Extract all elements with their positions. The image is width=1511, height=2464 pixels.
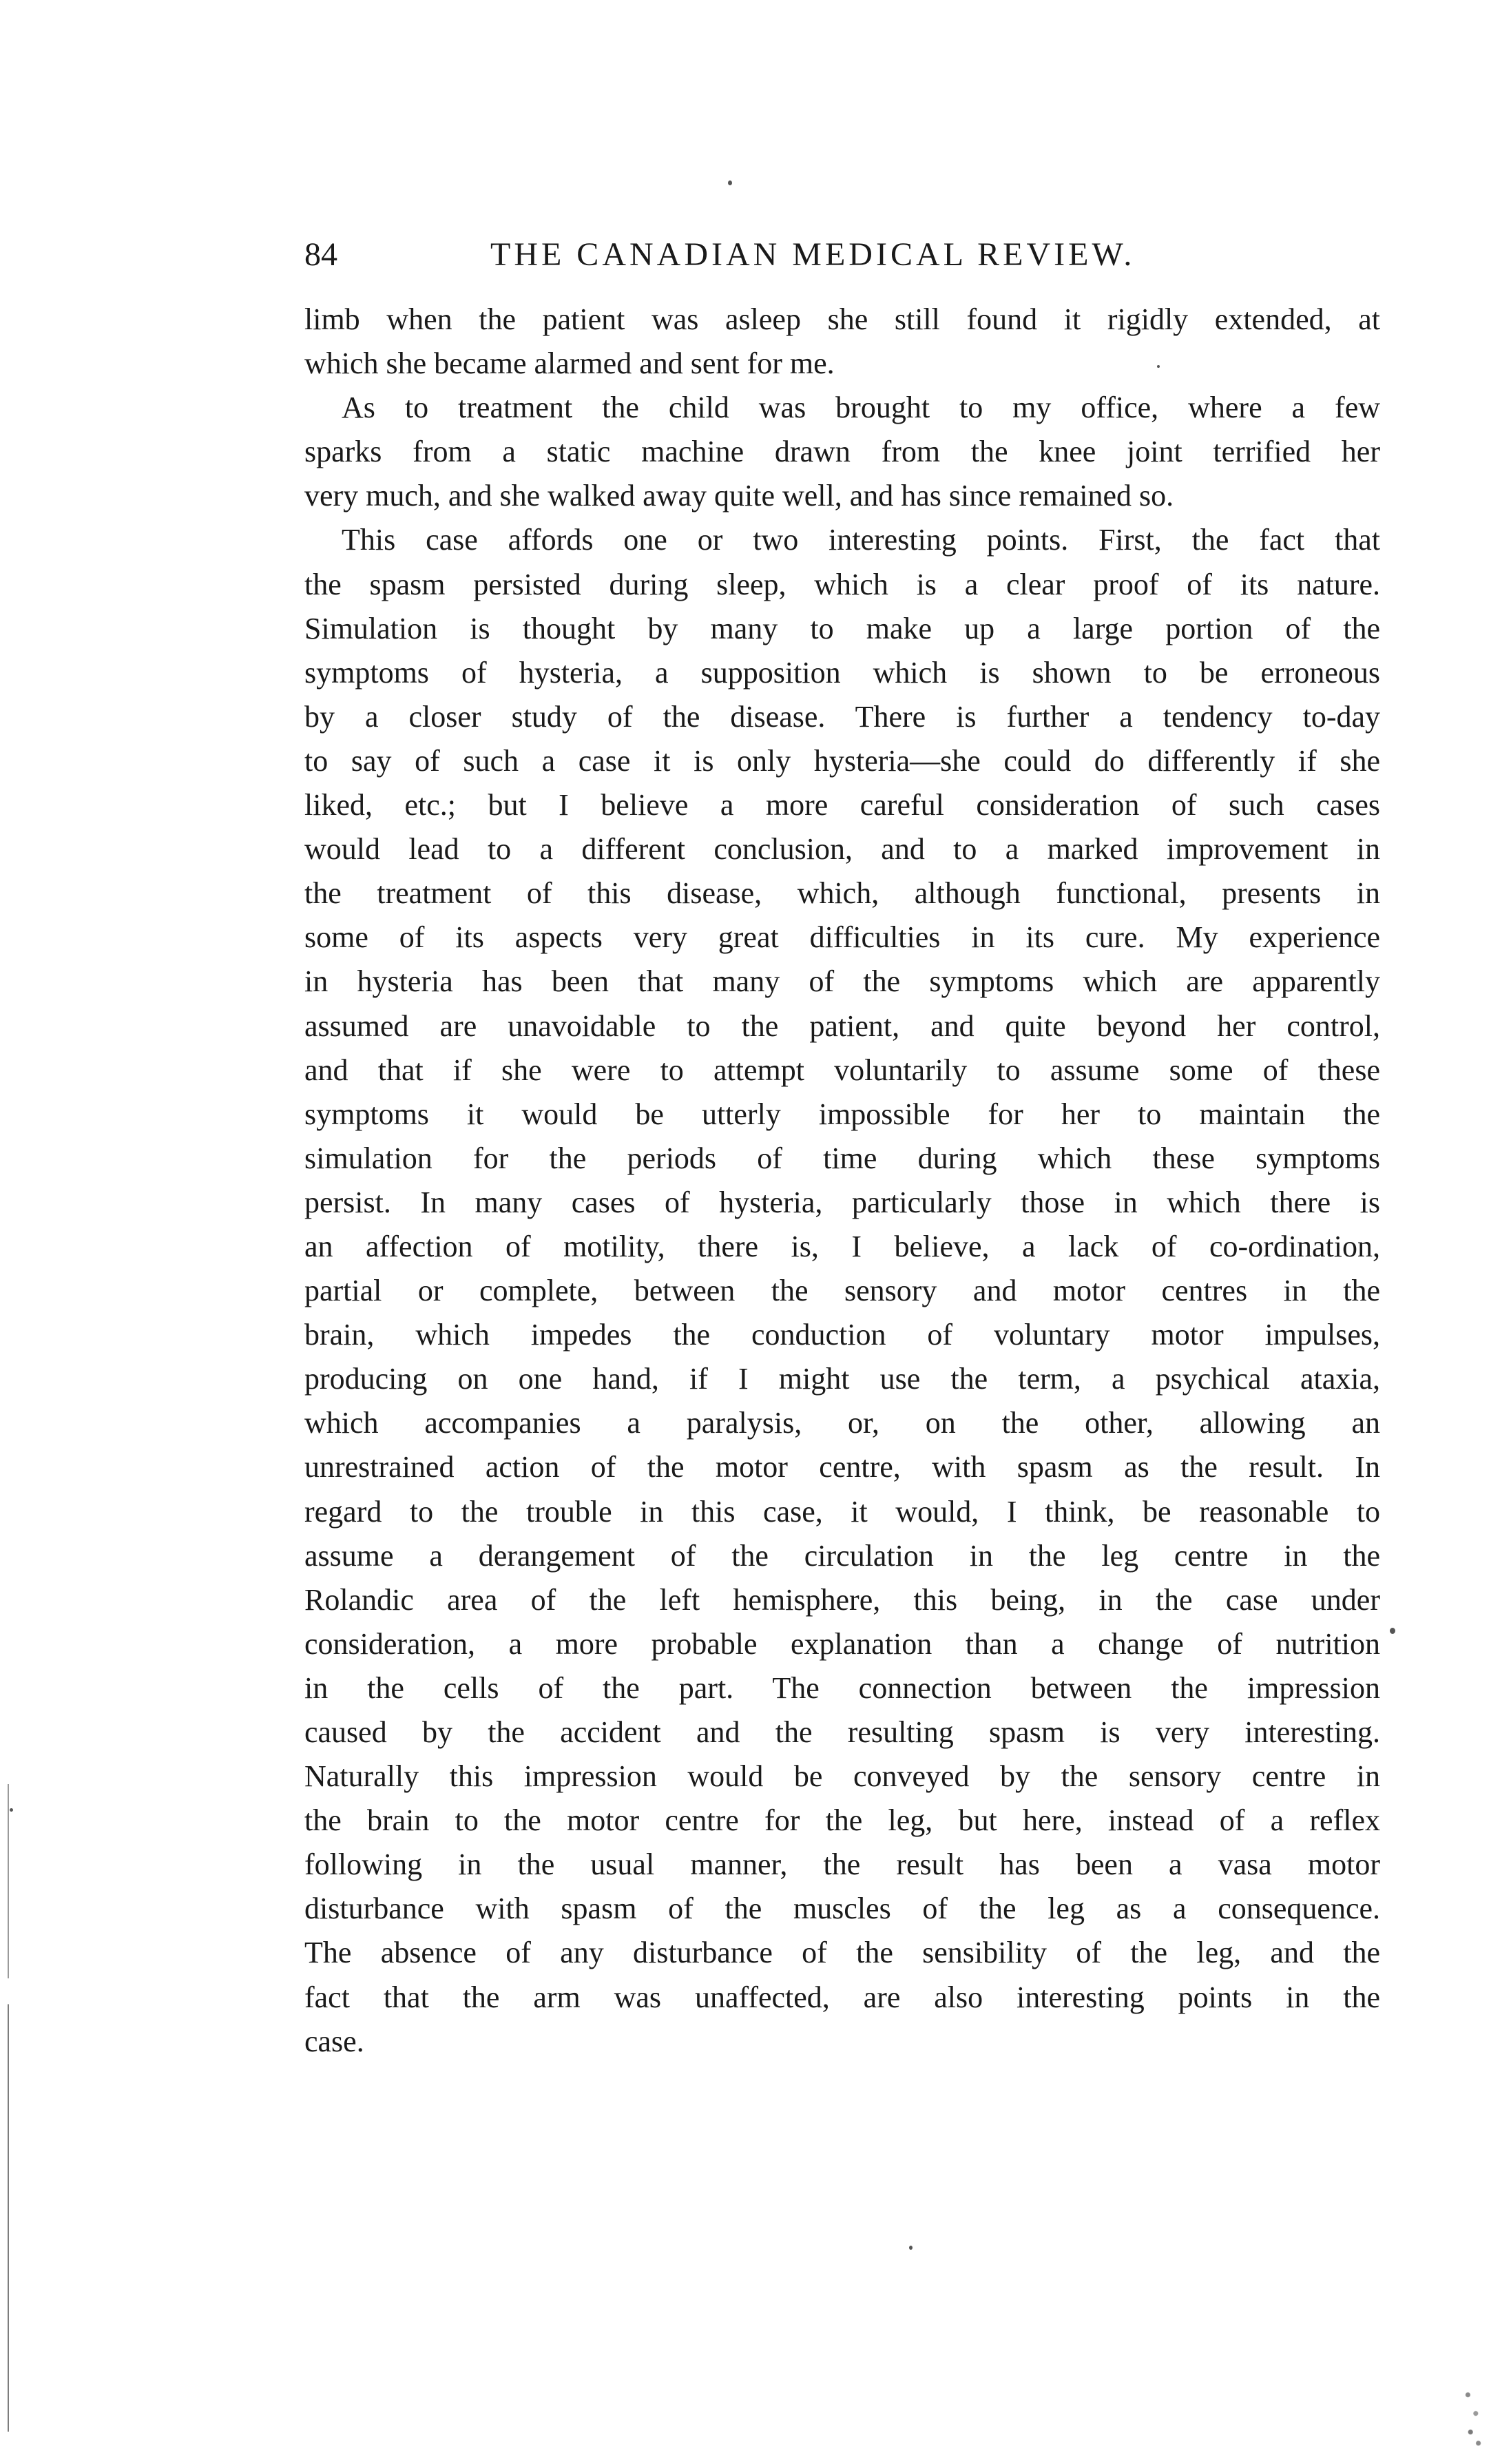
text-line: following in the usual manner, the result has been a vasa motor <box>304 1847 1380 1882</box>
text-line: some of its aspects very great difficulties in its cure. My experience <box>304 920 1380 955</box>
text-line: in the cells of the part. The connection between the impression <box>304 1670 1380 1705</box>
text-line: limb when the patient was asleep she still found it rigidly extended, at <box>304 302 1380 336</box>
text-line: persist. In many cases of hysteria, particularly those in which there is <box>304 1185 1380 1219</box>
text-line: As to treatment the child was brought to my office, where a few <box>342 391 1380 425</box>
running-head <box>304 227 1386 282</box>
text-line: brain, which impedes the conduction of voluntary motor impulses, <box>304 1318 1380 1352</box>
text-line: very much, and she walked away quite well, and has since remained so. <box>304 479 1174 513</box>
text-line: unrestrained action of the motor centre, with spasm as the result. In <box>304 1450 1380 1484</box>
text-line: to say of such a case it is only hysteria—she could do differently if she <box>304 743 1380 778</box>
text-line: which accompanies a paralysis, or, on the other, allowing an <box>304 1406 1380 1440</box>
text-line: simulation for the periods of time during which these symptoms <box>304 1141 1380 1175</box>
text-line: by a closer study of the disease. There is further a tendency to-day <box>304 699 1380 734</box>
text-line: fact that the arm was unaffected, are also interesting points in the <box>304 1980 1380 2014</box>
scan-speck <box>728 180 732 185</box>
scan-speck <box>1390 1628 1395 1634</box>
text-line: the treatment of this disease, which, although functional, presents in <box>304 876 1380 911</box>
text-line: Simulation is thought by many to make up a large portion of the <box>304 611 1380 645</box>
text-line: which she became alarmed and sent for me. <box>304 346 835 381</box>
text-line: regard to the trouble in this case, it would, I think, be reasonable to <box>304 1494 1380 1529</box>
text-line: in hysteria has been that many of the symptoms which are apparently <box>304 964 1380 999</box>
text-line: producing on one hand, if I might use the term, a psychical ataxia, <box>304 1362 1380 1396</box>
paragraph-discussion <box>304 518 1380 2063</box>
text-line: the brain to the motor centre for the leg, but here, instead of a reflex <box>304 1803 1380 1838</box>
scan-speck <box>1157 365 1160 368</box>
text-line: sparks from a static machine drawn from the knee joint terrified her <box>304 435 1380 469</box>
page-number: 84 <box>304 236 337 273</box>
text-line: would lead to a different conclusion, and to a marked improvement in <box>304 832 1380 867</box>
scan-corner-smudge <box>1460 2380 1486 2454</box>
text-line: caused by the accident and the resulting spasm is very interesting. <box>304 1715 1380 1749</box>
text-line: symptoms of hysteria, a supposition which is shown to be erroneous <box>304 655 1380 690</box>
scan-speck <box>909 2246 913 2250</box>
scan-speck <box>10 1808 13 1812</box>
text-line: assume a derangement of the circulation in the leg centre in the <box>304 1538 1380 1573</box>
text-line: the spasm persisted during sleep, which is a clear proof of its nature. <box>304 567 1380 601</box>
body-text <box>304 298 1380 2064</box>
text-line: The absence of any disturbance of the sensibility of the leg, and the <box>304 1936 1380 1970</box>
text-line: and that if she were to attempt voluntarily to assume some of these <box>304 1053 1380 1087</box>
text-line: an affection of motility, there is, I believe, a lack of co-ordination, <box>304 1229 1380 1263</box>
text-line: Naturally this impression would be conveyed by the sensory centre in <box>304 1759 1380 1794</box>
scan-edge-rule <box>8 1784 9 2432</box>
text-line: This case affords one or two interesting points. First, the fact that <box>342 523 1380 557</box>
text-line: Rolandic area of the left hemisphere, this being, in the case under <box>304 1582 1380 1617</box>
paragraph-treatment <box>304 386 1380 518</box>
text-line: case. <box>304 2024 364 2058</box>
text-line: liked, etc.; but I believe a more careful consideration of such cases <box>304 788 1380 822</box>
text-line: assumed are unavoidable to the patient, and quite beyond her control, <box>304 1008 1380 1043</box>
text-line: disturbance with spasm of the muscles of the leg as a consequence. <box>304 1892 1380 1926</box>
text-line: symptoms it would be utterly impossible for her to maintain the <box>304 1097 1380 1131</box>
text-line: partial or complete, between the sensory and motor centres in the <box>304 1274 1380 1308</box>
text-line: consideration, a more probable explanation than a change of nutrition <box>304 1626 1380 1661</box>
journal-title: THE CANADIAN MEDICAL REVIEW. <box>490 236 1136 273</box>
paragraph-continuation <box>304 298 1380 386</box>
